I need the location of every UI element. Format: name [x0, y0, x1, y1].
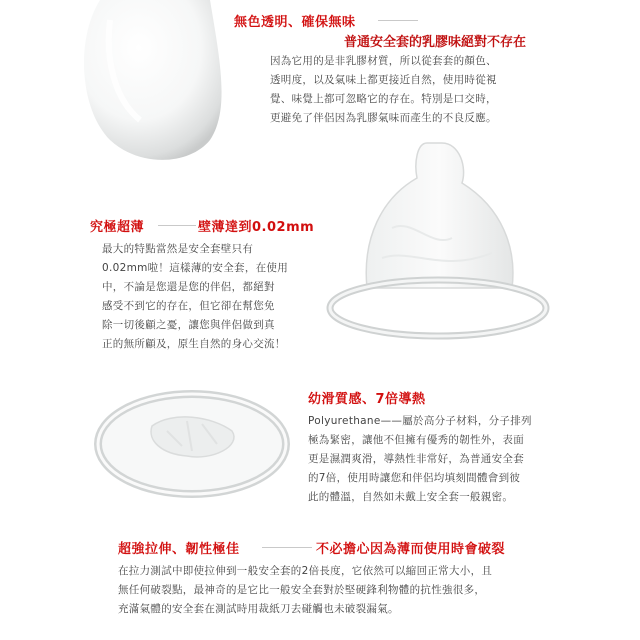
balloon-condom-image: [70, 0, 230, 170]
section2-line: 中，不論是您還是您的伴侶，都絕對: [102, 281, 275, 293]
upright-condom-image: [322, 138, 554, 346]
flat-condom-image: [92, 386, 292, 502]
section1-title-black: 普通安全套的乳膠味絕對不存在: [344, 35, 527, 50]
section2-line: 正的無所顧及，原生自然的身心交流！: [102, 338, 286, 350]
section1-title-dash: [378, 20, 418, 21]
section4-title-red: 超強拉伸、韌性極佳: [118, 542, 240, 557]
section3-line: Polyurethane——屬於高分子材料，分子排列: [308, 415, 532, 427]
section2-title-dash: [158, 225, 196, 226]
section4-line: 充滿氣體的安全套在測試時用裁紙刀去碰觸也未破裂漏氣。: [118, 603, 399, 615]
section2-body: [102, 240, 322, 354]
section1-title-red: 無色透明、確保無味: [234, 15, 356, 30]
section4-title-dash: [262, 547, 312, 548]
section1-line: 因為它用的是非乳膠材質，所以從套套的顏色、: [270, 55, 497, 67]
section3-title: 幼滑質感、7倍導熱: [308, 392, 426, 407]
section2-line: 0.02mm啦！這樣薄的安全套，在使用: [102, 262, 289, 274]
section4-title-red-2: 不必擔心因為薄而使用時會破裂: [316, 542, 506, 557]
section3-line: 更是濕潤爽滑，導熱性非常好，為普通安全套: [308, 453, 524, 465]
section1-body: [270, 52, 560, 128]
section2-line: 最大的特點當然是安全套壁只有: [102, 243, 254, 255]
section2-line: 感受不到它的存在，但它卻在幫您免: [102, 300, 275, 312]
section3-line: 此的體溫，自然如未戴上安全套一般親密。: [308, 491, 514, 503]
section3-line: 的7倍，使用時讓您和伴侶均填刻間體會到彼: [308, 472, 521, 484]
section1-line: 更避免了伴侶因為乳膠氣味而產生的不良反應。: [270, 112, 497, 124]
section4-line: 無任何破裂點，最神奇的是它比一般安全套對於堅硬鋒利物體的抗性強很多，: [118, 584, 486, 596]
section4-line: 在拉力測試中即使拉伸到一般安全套的2倍長度，它依然可以縮回正常大小，且: [118, 565, 493, 577]
section3-line: 極為緊密，讓他不但擁有優秀的韌性外，表面: [308, 434, 524, 446]
section4-body: [118, 562, 618, 619]
section1-line: 透明度，以及氣味上都更接近自然，使用時從視: [270, 74, 497, 86]
section2-title-red: 究極超薄: [90, 220, 145, 235]
section2-line: 除一切後顧之憂，讓您與伴侶做到真: [102, 319, 275, 331]
section1-line: 覺、味覺上都可忽略它的存在。特別是口交時，: [270, 93, 497, 105]
section3-body: [308, 412, 608, 507]
section2-title-red-2: 壁薄達到0.02mm: [198, 220, 315, 235]
